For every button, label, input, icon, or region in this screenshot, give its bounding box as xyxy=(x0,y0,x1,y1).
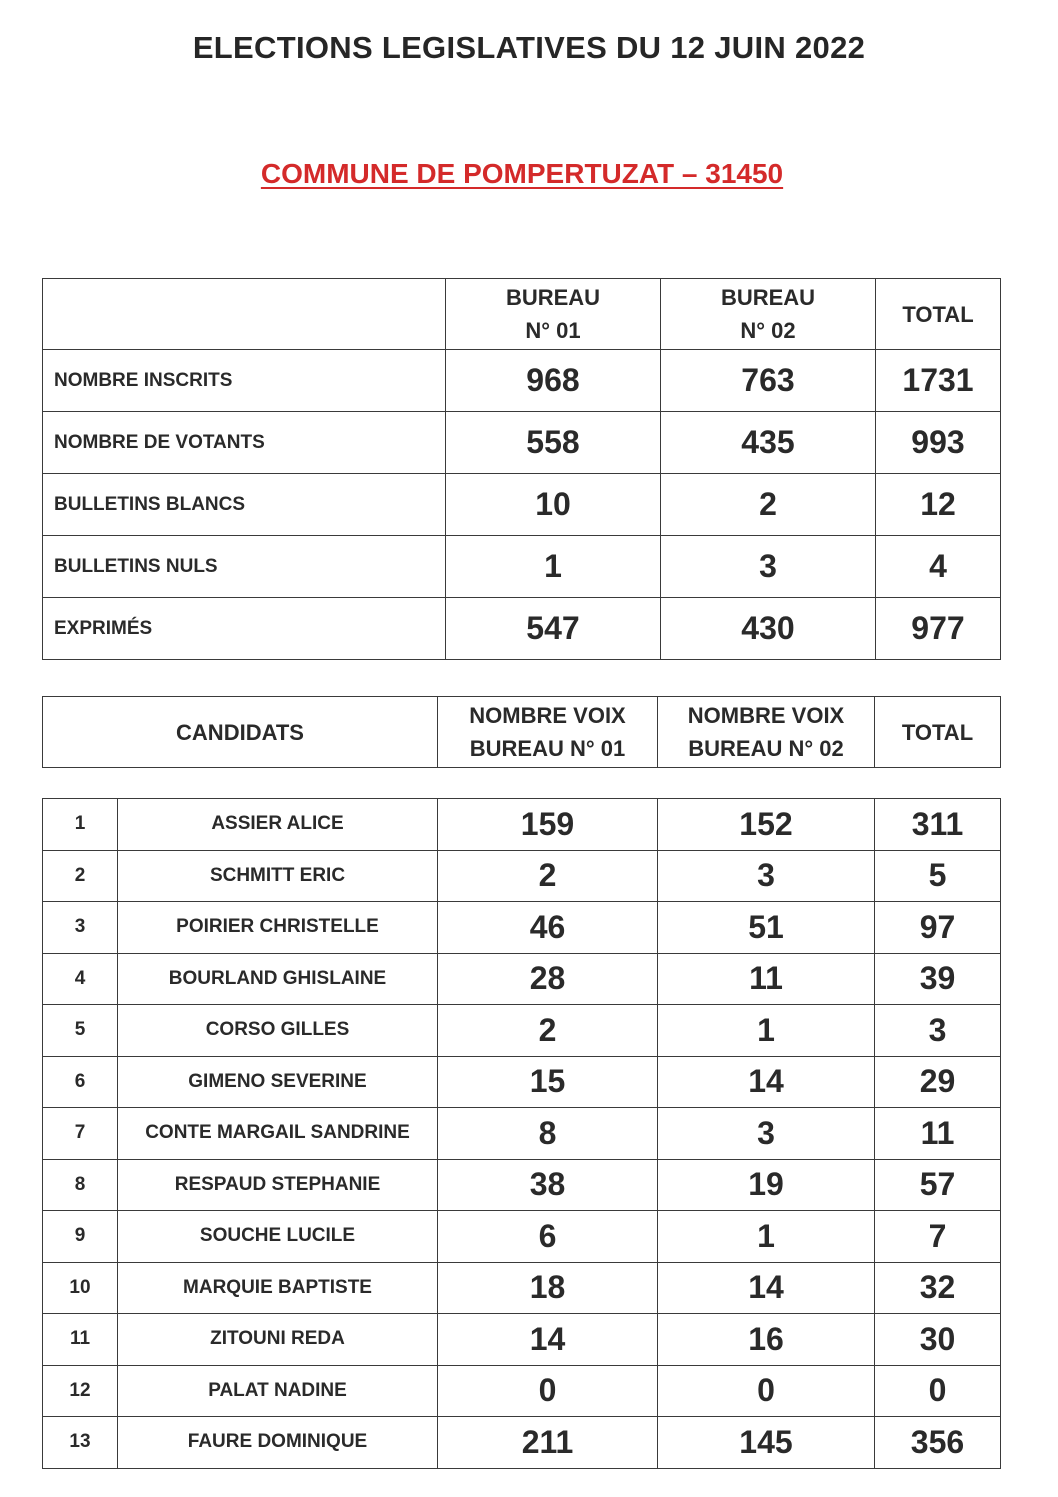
candidate-votes-b1: 18 xyxy=(438,1262,658,1314)
candidate-name: RESPAUD STEPHANIE xyxy=(118,1159,438,1211)
stats-label: BULLETINS BLANCS xyxy=(43,474,446,536)
candidate-name: SCHMITT ERIC xyxy=(118,850,438,902)
candidate-votes-b1: 6 xyxy=(438,1211,658,1263)
commune-subtitle xyxy=(0,158,1044,190)
candidate-votes-b2: 19 xyxy=(658,1159,875,1211)
candidate-votes-b2: 3 xyxy=(658,850,875,902)
candidate-name: GIMENO SEVERINE xyxy=(118,1056,438,1108)
candidate-votes-b1: 2 xyxy=(438,850,658,902)
candidate-votes-total: 0 xyxy=(875,1365,1001,1417)
candidate-number: 13 xyxy=(43,1417,118,1469)
candidate-votes-b2: 16 xyxy=(658,1314,875,1366)
candidate-votes-total: 32 xyxy=(875,1262,1001,1314)
stats-table xyxy=(42,278,1001,660)
candidate-name: MARQUIE BAPTISTE xyxy=(118,1262,438,1314)
candidate-name: SOUCHE LUCILE xyxy=(118,1211,438,1263)
candidate-row xyxy=(43,1108,1001,1160)
candidate-votes-total: 97 xyxy=(875,902,1001,954)
candidate-votes-b2: 14 xyxy=(658,1056,875,1108)
candidate-name: FAURE DOMINIQUE xyxy=(118,1417,438,1469)
candidates-body xyxy=(43,799,1001,1469)
candidate-name: CORSO GILLES xyxy=(118,1005,438,1057)
stats-label: NOMBRE DE VOTANTS xyxy=(43,412,446,474)
candidate-number: 4 xyxy=(43,953,118,1005)
header-voix-bureau2: NOMBRE VOIX BUREAU N° 02 xyxy=(658,697,875,768)
stats-b2-value: 2 xyxy=(661,474,876,536)
candidates-header-row xyxy=(43,697,1001,768)
candidate-number: 2 xyxy=(43,850,118,902)
page-title: ELECTIONS LEGISLATIVES DU 12 JUIN 2022 xyxy=(192,30,866,65)
candidate-votes-b1: 28 xyxy=(438,953,658,1005)
candidate-votes-b2: 152 xyxy=(658,799,875,851)
stats-header-row xyxy=(43,279,1001,350)
candidate-number: 7 xyxy=(43,1108,118,1160)
candidates-header-table xyxy=(42,696,1001,768)
stats-header-bureau2: BUREAU N° 02 xyxy=(661,279,876,350)
candidate-name: ZITOUNI REDA xyxy=(118,1314,438,1366)
candidate-row xyxy=(43,953,1001,1005)
candidate-number: 11 xyxy=(43,1314,118,1366)
stats-header-bureau1: BUREAU N° 01 xyxy=(446,279,661,350)
candidate-name: BOURLAND GHISLAINE xyxy=(118,953,438,1005)
candidate-number: 1 xyxy=(43,799,118,851)
header-total: TOTAL xyxy=(875,697,1001,768)
candidate-row xyxy=(43,1211,1001,1263)
stats-b1-value: 968 xyxy=(446,350,661,412)
commune-subtitle-text: COMMUNE DE POMPERTUZAT – 31450 xyxy=(260,158,784,189)
candidate-votes-b1: 15 xyxy=(438,1056,658,1108)
candidate-votes-b2: 145 xyxy=(658,1417,875,1469)
stats-total-value: 1731 xyxy=(876,350,1001,412)
stats-b2-value: 763 xyxy=(661,350,876,412)
candidate-votes-b1: 0 xyxy=(438,1365,658,1417)
stats-b2-value: 430 xyxy=(661,598,876,660)
candidate-votes-total: 39 xyxy=(875,953,1001,1005)
candidate-votes-b2: 51 xyxy=(658,902,875,954)
candidate-row xyxy=(43,1262,1001,1314)
candidates-table xyxy=(42,798,1001,1469)
stats-b2-value: 435 xyxy=(661,412,876,474)
candidate-number: 6 xyxy=(43,1056,118,1108)
candidate-name: POIRIER CHRISTELLE xyxy=(118,902,438,954)
stats-row-nuls xyxy=(43,536,1001,598)
candidate-votes-b1: 8 xyxy=(438,1108,658,1160)
stats-b2-value: 3 xyxy=(661,536,876,598)
stats-b1-value: 10 xyxy=(446,474,661,536)
candidate-votes-b1: 38 xyxy=(438,1159,658,1211)
stats-label: EXPRIMÉS xyxy=(43,598,446,660)
candidate-votes-total: 30 xyxy=(875,1314,1001,1366)
candidate-name: PALAT NADINE xyxy=(118,1365,438,1417)
candidate-row xyxy=(43,1417,1001,1469)
stats-b1-value: 547 xyxy=(446,598,661,660)
candidate-votes-b1: 211 xyxy=(438,1417,658,1469)
candidate-number: 8 xyxy=(43,1159,118,1211)
header-candidats: CANDIDATS xyxy=(43,697,438,768)
candidate-number: 9 xyxy=(43,1211,118,1263)
candidate-row xyxy=(43,902,1001,954)
candidate-number: 12 xyxy=(43,1365,118,1417)
candidate-row xyxy=(43,799,1001,851)
candidate-votes-total: 5 xyxy=(875,850,1001,902)
candidate-votes-b1: 14 xyxy=(438,1314,658,1366)
candidate-votes-b1: 2 xyxy=(438,1005,658,1057)
stats-total-value: 12 xyxy=(876,474,1001,536)
candidate-number: 3 xyxy=(43,902,118,954)
candidate-votes-b2: 1 xyxy=(658,1211,875,1263)
candidate-votes-total: 356 xyxy=(875,1417,1001,1469)
stats-total-value: 977 xyxy=(876,598,1001,660)
candidate-votes-total: 311 xyxy=(875,799,1001,851)
candidate-row xyxy=(43,1365,1001,1417)
stats-total-value: 993 xyxy=(876,412,1001,474)
candidate-row xyxy=(43,1159,1001,1211)
stats-header-total: TOTAL xyxy=(876,279,1001,350)
candidate-number: 10 xyxy=(43,1262,118,1314)
stats-row-blancs xyxy=(43,474,1001,536)
candidate-votes-b2: 3 xyxy=(658,1108,875,1160)
candidate-row xyxy=(43,850,1001,902)
candidate-votes-total: 29 xyxy=(875,1056,1001,1108)
candidate-votes-b2: 1 xyxy=(658,1005,875,1057)
candidate-votes-total: 11 xyxy=(875,1108,1001,1160)
candidate-votes-total: 57 xyxy=(875,1159,1001,1211)
header-voix-bureau1: NOMBRE VOIX BUREAU N° 01 xyxy=(438,697,658,768)
candidate-name: CONTE MARGAIL SANDRINE xyxy=(118,1108,438,1160)
stats-label: NOMBRE INSCRITS xyxy=(43,350,446,412)
stats-label: BULLETINS NULS xyxy=(43,536,446,598)
stats-b1-value: 558 xyxy=(446,412,661,474)
candidate-row xyxy=(43,1056,1001,1108)
stats-total-value: 4 xyxy=(876,536,1001,598)
candidate-votes-total: 7 xyxy=(875,1211,1001,1263)
candidate-row xyxy=(43,1005,1001,1057)
stats-b1-value: 1 xyxy=(446,536,661,598)
candidate-name: ASSIER ALICE xyxy=(118,799,438,851)
candidate-votes-b2: 14 xyxy=(658,1262,875,1314)
stats-row-exprimes xyxy=(43,598,1001,660)
candidate-row xyxy=(43,1314,1001,1366)
stats-row-inscrits xyxy=(43,350,1001,412)
candidate-votes-b2: 11 xyxy=(658,953,875,1005)
candidate-votes-total: 3 xyxy=(875,1005,1001,1057)
candidate-votes-b1: 159 xyxy=(438,799,658,851)
stats-header-empty xyxy=(43,279,446,350)
candidate-votes-b2: 0 xyxy=(658,1365,875,1417)
stats-row-votants xyxy=(43,412,1001,474)
candidate-votes-b1: 46 xyxy=(438,902,658,954)
candidate-number: 5 xyxy=(43,1005,118,1057)
